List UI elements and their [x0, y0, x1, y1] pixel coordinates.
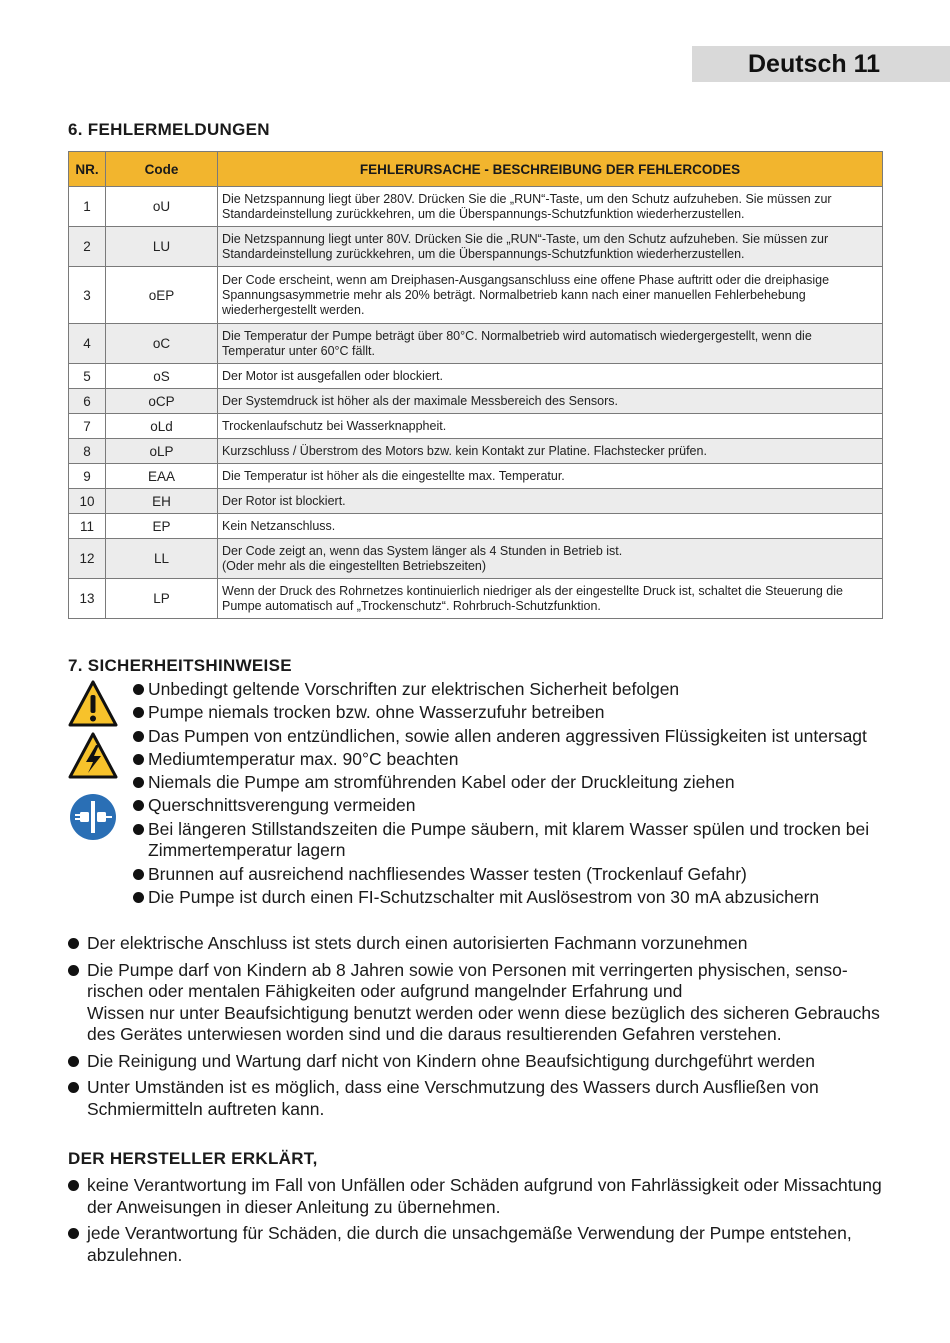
row-number: 4 [69, 324, 106, 364]
safety-item: Niemals die Pumpe am stromführenden Kabel oder der Druckleitung ziehen [148, 772, 948, 794]
manufacturer-item: keine Verantwortung im Fall von Unfällen oder Schäden aufgrund von Fahrlässigkeit oder Missachtung der Anweisungen in dieser Anleitung zu übernehmen. [68, 1175, 898, 1218]
error-description: Die Temperatur ist höher als die eingestellte max. Temperatur. [218, 464, 883, 489]
row-number: 13 [69, 579, 106, 619]
table-row [69, 489, 883, 514]
safety-item: Pumpe niemals trocken bzw. ohne Wasserzufuhr betreiben [148, 702, 948, 724]
section-title-safety: 7. SICHERHEITSHINWEISE [68, 656, 292, 675]
error-code: oC [106, 324, 218, 364]
error-description: Kurzschluss / Überstrom des Motors bzw. kein Kontakt zur Platine. Flachstecker prüfen. [218, 439, 883, 464]
error-code: oS [106, 364, 218, 389]
error-description: Der Systemdruck ist höher als der maximale Messbereich des Sensors. [218, 389, 883, 414]
safety-item: Unter Umständen ist es möglich, dass eine Verschmutzung des Wassers durch Ausfließen von Schmiermitteln auftreten kann. [68, 1077, 898, 1120]
safety-item: Der elektrische Anschluss ist stets durch einen autorisierten Fachmann vorzunehmen [68, 933, 898, 955]
safety-item: Die Pumpe darf von Kindern ab 8 Jahren sowie von Personen mit verringerten physischen, senso-rischen oder mentalen Fähigkeiten oder aufgrund mangelnder Erfahrung und Wissen nur unter Beaufsichtigung benutzt werden oder wenn diese bezüglich des sicheren Gebrauchs des Gerätes unterwiesen worden sind und die daraus resultierenden Gefahren verstehen. [68, 960, 898, 1046]
error-code: LL [106, 539, 218, 579]
error-code: oEP [106, 267, 218, 324]
error-code: oU [106, 187, 218, 227]
warning-icon [68, 679, 118, 729]
row-number: 10 [69, 489, 106, 514]
error-description: Die Netzspannung liegt über 280V. Drücken Sie die „RUN“-Taste, um den Schutz aufzuheben. Sie müssen zur Standardeinstellung zurückkehren, um die Überspannungs-Schutzfunktion wiederherzustellen. [218, 187, 883, 227]
row-number: 5 [69, 364, 106, 389]
error-code: EH [106, 489, 218, 514]
error-code: EAA [106, 464, 218, 489]
safety-item: Das Pumpen von entzündlichen, sowie allen anderen aggressiven Flüssigkeiten ist untersagt [148, 726, 948, 748]
safety-item: Die Pumpe ist durch einen FI-Schutzschalter mit Auslösestrom von 30 mA abzusichern [148, 887, 948, 909]
table-row [69, 267, 883, 324]
error-description: Die Temperatur der Pumpe beträgt über 80°C. Normalbetrieb wird automatisch wiedergergestellt, wenn die Temperatur unter 60°C fällt. [218, 324, 883, 364]
error-code: oCP [106, 389, 218, 414]
table-row [69, 439, 883, 464]
row-number: 2 [69, 227, 106, 267]
error-description: Der Code erscheint, wenn am Dreiphasen-Ausgangsanschluss eine offene Phase auftritt oder die dreiphasige Spannungsasymmetrie mehr als 20% beträgt. Normalbetrieb kann nach einer manuellen Fehlerbehebung wiederhergestellt werden. [218, 267, 883, 324]
safety-item: Brunnen auf ausreichend nachfliesendes Wasser testen (Trockenlauf Gefahr) [148, 864, 948, 886]
electrical-hazard-icon [68, 731, 118, 781]
table-row [69, 579, 883, 619]
table-row [69, 389, 883, 414]
safety-item: Querschnittsverengung vermeiden [148, 795, 948, 817]
safety-list-general [68, 933, 898, 1125]
row-number: 1 [69, 187, 106, 227]
row-number: 8 [69, 439, 106, 464]
error-code: EP [106, 514, 218, 539]
error-code: LU [106, 227, 218, 267]
error-description: Die Netzspannung liegt unter 80V. Drücken Sie die „RUN“-Taste, um den Schutz aufzuheben. Sie müssen zur Standardeinstellung zurückkehren, um die Überspannungs-Schutzfunktion wiederherzustellen. [218, 227, 883, 267]
manufacturer-list [68, 1175, 898, 1271]
error-code: LP [106, 579, 218, 619]
table-row [69, 414, 883, 439]
error-code: oLP [106, 439, 218, 464]
table-row [69, 227, 883, 267]
row-number: 6 [69, 389, 106, 414]
error-code: oLd [106, 414, 218, 439]
table-row [69, 514, 883, 539]
column-header-code: Code [106, 152, 218, 187]
section-title-errors: 6. FEHLERMELDUNGEN [68, 120, 270, 139]
error-description: Der Code zeigt an, wenn das System länger als 4 Stunden in Betrieb ist. (Oder mehr als die eingestellten Betriebszeiten) [218, 539, 883, 579]
column-header-description: FEHLERURSACHE - BESCHREIBUNG DER FEHLERCODES [218, 152, 883, 187]
safety-item: Die Reinigung und Wartung darf nicht von Kindern ohne Beaufsichtigung durchgeführt werden [68, 1051, 898, 1073]
row-number: 12 [69, 539, 106, 579]
page-language-number: Deutsch 11 [747, 50, 880, 78]
error-codes-table [68, 151, 883, 619]
safety-item: Unbedingt geltende Vorschriften zur elektrischen Sicherheit befolgen [148, 679, 948, 701]
error-description: Wenn der Druck des Rohrnetzes kontinuierlich niedriger als der eingestellte Druck ist, schaltet die Steuerung die Pumpe automatisch auf „Trockenschutz“. Rohrbruch-Schutzfunktion. [218, 579, 883, 619]
row-number: 7 [69, 414, 106, 439]
table-row [69, 324, 883, 364]
table-row [69, 187, 883, 227]
row-number: 3 [69, 267, 106, 324]
column-header-nr: NR. [69, 152, 106, 187]
row-number: 9 [69, 464, 106, 489]
safety-list-with-icons [148, 679, 948, 910]
table-row [69, 539, 883, 579]
manufacturer-item: jede Verantwortung für Schäden, die durch die unsachgemäße Verwendung der Pumpe entstehen, abzulehnen. [68, 1223, 898, 1266]
error-description: Trockenlaufschutz bei Wasserknappheit. [218, 414, 883, 439]
safety-item: Mediumtemperatur max. 90°C beachten [148, 749, 948, 771]
row-number: 11 [69, 514, 106, 539]
unplug-icon [68, 792, 118, 842]
table-header-row [69, 152, 883, 187]
section-title-manufacturer: DER HERSTELLER ERKLÄRT, [68, 1149, 318, 1168]
error-description: Der Rotor ist blockiert. [218, 489, 883, 514]
table-row [69, 364, 883, 389]
error-description: Der Motor ist ausgefallen oder blockiert. [218, 364, 883, 389]
safety-item: Bei längeren Stillstandszeiten die Pumpe säubern, mit klarem Wasser spülen und trocken bei Zimmertemperatur lagern [148, 819, 948, 862]
table-row [69, 464, 883, 489]
error-description: Kein Netzanschluss. [218, 514, 883, 539]
page-header [692, 46, 950, 82]
